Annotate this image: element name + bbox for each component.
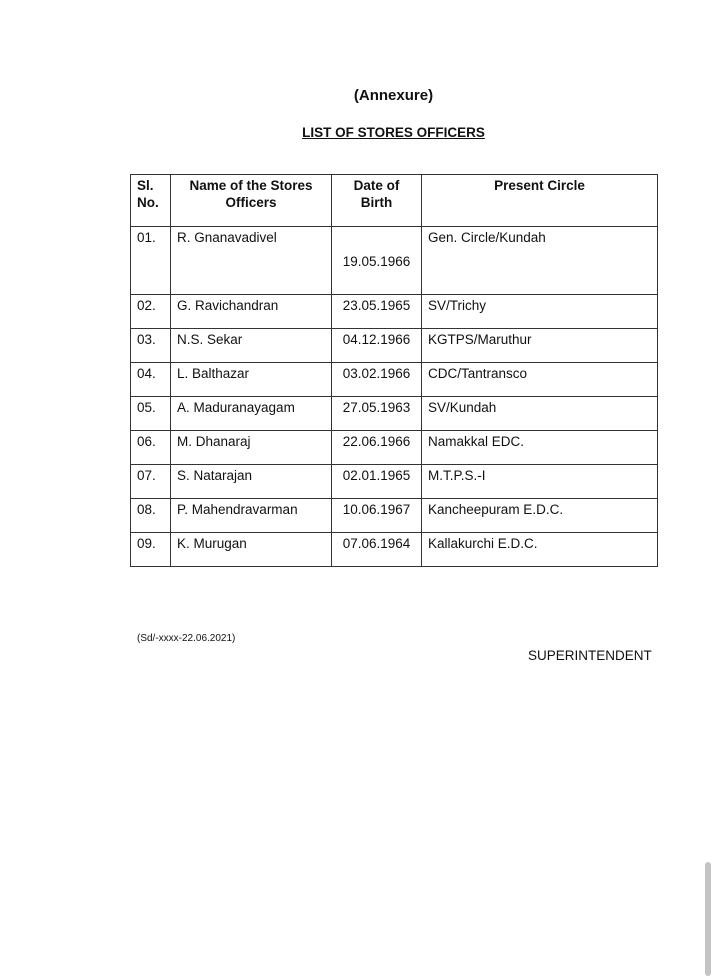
table-row: [131, 533, 658, 567]
table-row: [131, 329, 658, 363]
cell-sl: 09.: [131, 533, 171, 567]
cell-sl: 05.: [131, 397, 171, 431]
table-row: [131, 295, 658, 329]
cell-name: P. Mahendravarman: [171, 499, 332, 533]
cell-dob: 10.06.1967: [332, 499, 422, 533]
cell-circle: SV/Trichy: [422, 295, 658, 329]
table-row: [131, 227, 658, 295]
header-name: Name of the Stores Officers: [171, 175, 332, 227]
cell-circle: Kallakurchi E.D.C.: [422, 533, 658, 567]
scrollbar-thumb[interactable]: [705, 862, 711, 976]
header-dob: Date of Birth: [332, 175, 422, 227]
cell-name: N.S. Sekar: [171, 329, 332, 363]
cell-circle: Kancheepuram E.D.C.: [422, 499, 658, 533]
stores-officers-table: [130, 174, 658, 567]
header-circle: Present Circle: [422, 175, 658, 227]
cell-name: M. Dhanaraj: [171, 431, 332, 465]
table-row: [131, 499, 658, 533]
cell-circle: KGTPS/Maruthur: [422, 329, 658, 363]
cell-dob: [332, 227, 422, 295]
cell-name: R. Gnanavadivel: [171, 227, 332, 295]
list-title: LIST OF STORES OFFICERS: [302, 125, 485, 140]
cell-dob: 03.02.1966: [332, 363, 422, 397]
cell-name: A. Maduranayagam: [171, 397, 332, 431]
cell-circle: Namakkal EDC.: [422, 431, 658, 465]
cell-name: K. Murugan: [171, 533, 332, 567]
signature-note: (Sd/-xxxx-22.06.2021): [137, 633, 236, 644]
cell-dob: 27.05.1963: [332, 397, 422, 431]
cell-name: L. Balthazar: [171, 363, 332, 397]
cell-sl: 07.: [131, 465, 171, 499]
cell-sl: 04.: [131, 363, 171, 397]
table-row: [131, 431, 658, 465]
cell-sl: 06.: [131, 431, 171, 465]
table-row: [131, 397, 658, 431]
signatory-title: SUPERINTENDENT: [528, 648, 652, 663]
cell-dob: 02.01.1965: [332, 465, 422, 499]
table-header-row: [131, 175, 658, 227]
cell-dob: 22.06.1966: [332, 431, 422, 465]
cell-circle: SV/Kundah: [422, 397, 658, 431]
table-row: [131, 465, 658, 499]
cell-dob: 04.12.1966: [332, 329, 422, 363]
annexure-title: (Annexure): [353, 87, 434, 104]
cell-name: G. Ravichandran: [171, 295, 332, 329]
cell-sl: 02.: [131, 295, 171, 329]
header-sl-no: Sl. No.: [131, 175, 171, 227]
cell-dob: 07.06.1964: [332, 533, 422, 567]
cell-circle: M.T.P.S.-I: [422, 465, 658, 499]
cell-dob-value: 19.05.1966: [342, 254, 411, 269]
cell-sl: 08.: [131, 499, 171, 533]
cell-sl: 01.: [131, 227, 171, 295]
cell-sl: 03.: [131, 329, 171, 363]
cell-circle: CDC/Tantransco: [422, 363, 658, 397]
cell-name: S. Natarajan: [171, 465, 332, 499]
cell-circle: Gen. Circle/Kundah: [422, 227, 658, 295]
table-row: [131, 363, 658, 397]
cell-dob: 23.05.1965: [332, 295, 422, 329]
